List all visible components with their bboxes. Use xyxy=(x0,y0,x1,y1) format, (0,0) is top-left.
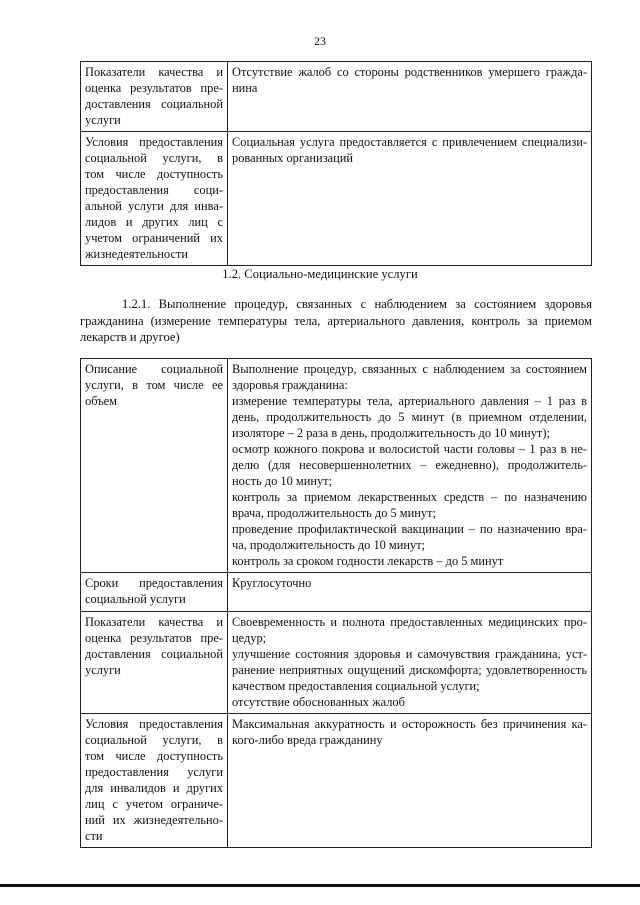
text-line: Максимальная аккуратность и осторожность без причинения ка- xyxy=(232,717,587,731)
text-line: альной услуги для инва- xyxy=(85,199,223,213)
table-row xyxy=(81,573,592,612)
text-line: социальной услуги xyxy=(85,592,186,606)
row-label-cell xyxy=(81,714,228,848)
text-line: контроль за сроком годности лекарств – до 5 минут xyxy=(232,554,504,568)
text-line: ний их жизнедеятельно- xyxy=(85,813,223,827)
text-line: Отсутствие жалоб со стороны родственников умершего гражда- xyxy=(232,65,587,79)
text-line: жизнедеятельности xyxy=(85,247,188,261)
text-line: том числе доступность xyxy=(85,167,223,181)
text-line: оценка результатов пре- xyxy=(85,81,223,95)
text-line: Круглосуточно xyxy=(232,576,312,590)
service-table-top xyxy=(80,61,592,266)
table-row xyxy=(81,62,592,132)
row-label-cell xyxy=(81,62,228,132)
service-table-main xyxy=(80,358,592,848)
text-line: делю (для несовершеннолетних – ежедневно), продолжитель- xyxy=(232,458,587,472)
text-line: том числе доступность xyxy=(85,749,223,763)
text-line: сти xyxy=(85,829,103,843)
table-row xyxy=(81,612,592,714)
text-line: социальной услуги, в xyxy=(85,733,223,747)
text-line: лиц с учетом ограниче- xyxy=(85,797,223,811)
text-line: учетом ограничений их xyxy=(85,231,223,245)
text-line: услуги, в том числе ее xyxy=(85,378,223,392)
text-line: Выполнение процедур, связанных с наблюдением за состоянием xyxy=(232,362,587,376)
row-content-cell xyxy=(228,62,592,132)
table-row xyxy=(81,132,592,266)
row-content-cell xyxy=(228,132,592,266)
text-line: Условия предоставления xyxy=(85,135,223,149)
text-line: гражданина (измерение температуры тела, артериального давления, контроль за приемом xyxy=(80,313,592,328)
text-line: доставления социальной xyxy=(85,97,223,111)
text-line: рованных организаций xyxy=(232,151,353,165)
row-content-cell xyxy=(228,714,592,848)
row-label-cell xyxy=(81,359,228,573)
text-line: измерение температуры тела, артериального давления – 1 раз в xyxy=(232,394,587,408)
table-row xyxy=(81,359,592,573)
text-line: для инвалидов и других xyxy=(85,781,223,795)
bottom-rule xyxy=(0,884,640,887)
text-line: Условия предоставления xyxy=(85,717,223,731)
text-line: лекарств и другое) xyxy=(80,330,180,344)
text-line: улучшение состояния здоровья и самочувствия гражданина, уст- xyxy=(232,647,587,661)
text-line: изоляторе – 2 раза в день, продолжительность до 10 минут); xyxy=(232,426,550,440)
text-line: Социальная услуга предоставляется с привлечением специализи- xyxy=(232,135,587,149)
row-label-cell xyxy=(81,132,228,266)
row-content-cell xyxy=(228,573,592,612)
text-line: ность до 10 минут; xyxy=(232,474,333,488)
text-line: здоровья гражданина: xyxy=(232,378,348,392)
text-line: Своевременность и полнота предоставленных медицинских про- xyxy=(232,615,587,629)
text-line: качеством предоставления социальной услуги; xyxy=(232,679,480,693)
text-line: предоставления услуги xyxy=(85,765,223,779)
row-label-cell xyxy=(81,612,228,714)
text-line: лидов и других лиц с xyxy=(85,215,223,229)
row-content-cell xyxy=(228,359,592,573)
text-line: цедур; xyxy=(232,631,267,645)
text-line: осмотр кожного покрова и волосистой части головы – 1 раз в не- xyxy=(232,442,587,456)
text-line: Сроки предоставления xyxy=(85,576,223,590)
table-row xyxy=(81,714,592,848)
text-line: доставления социальной xyxy=(85,647,223,661)
text-line: Описание социальной xyxy=(85,362,223,376)
text-line: ча, продолжительность до 10 минут; xyxy=(232,538,426,552)
text-line: отсутствие обоснованных жалоб xyxy=(232,695,405,709)
text-line: 1.2.1. Выполнение процедур, связанных с наблюдением за состоянием здоровья xyxy=(122,297,592,311)
text-line: ранение неприятных ощущений дискомфорта; удовлетворенность xyxy=(232,663,587,677)
text-line: услуги xyxy=(85,113,121,127)
text-line: Показатели качества и xyxy=(85,615,223,629)
section-intro-paragraph xyxy=(80,296,592,346)
text-line: проведение профилактической вакцинации – по назначению вра- xyxy=(232,522,587,536)
text-line: оценка результатов пре- xyxy=(85,631,223,645)
text-line: объем xyxy=(85,394,117,408)
text-line: кого-либо вреда гражданину xyxy=(232,733,383,747)
section-heading: 1.2. Социально-медицинские услуги xyxy=(222,267,418,281)
text-line: контроль за приемом лекарственных средств – по назначению xyxy=(232,490,587,504)
text-line: врача, продолжительность до 5 минут; xyxy=(232,506,436,520)
text-line: социальной услуги, в xyxy=(85,151,223,165)
text-line: день, продолжительность до 5 минут (в приемном отделении, xyxy=(232,410,587,424)
row-label-cell xyxy=(81,573,228,612)
row-content-cell xyxy=(228,612,592,714)
text-line: предоставления соци- xyxy=(85,183,223,197)
page-number: 23 xyxy=(314,34,326,48)
text-line: нина xyxy=(232,81,258,95)
text-line: услуги xyxy=(85,663,121,677)
text-line: Показатели качества и xyxy=(85,65,223,79)
